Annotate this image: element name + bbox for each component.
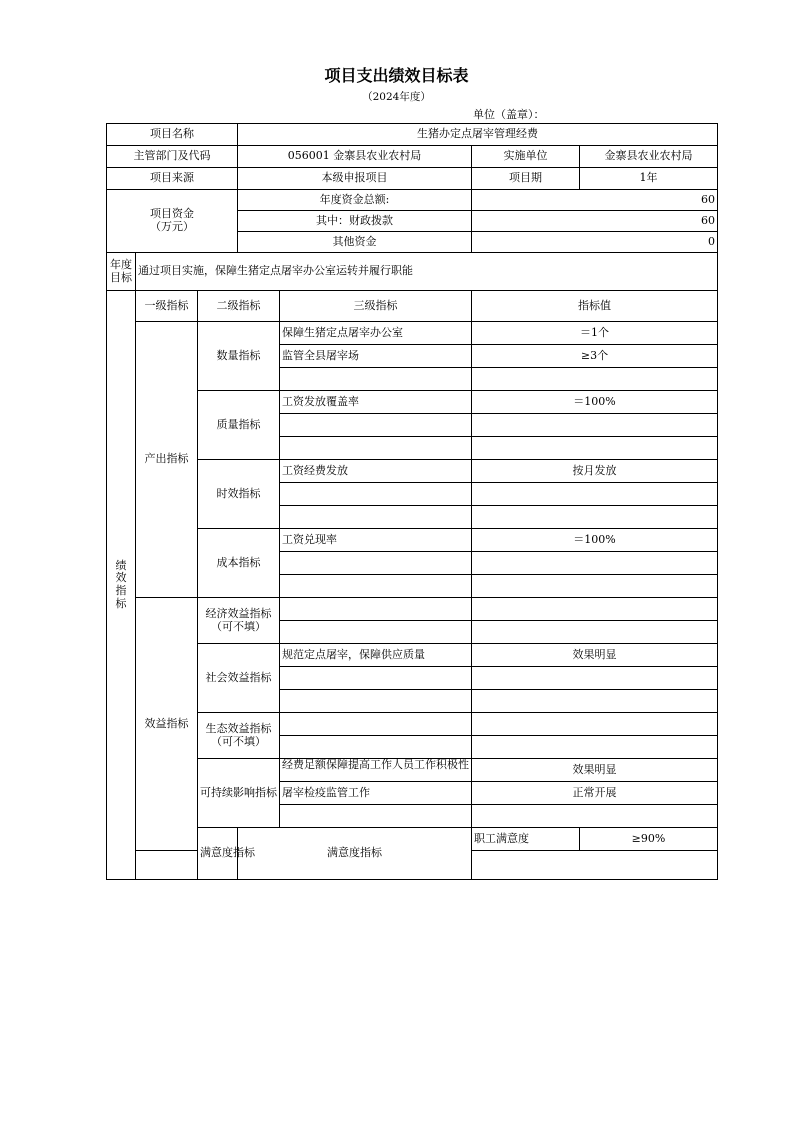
perf-char-1: 绩 [115,558,127,572]
empty-cell [472,414,718,437]
empty-cell [472,621,718,644]
impl-unit-value: 金寨县农业农村局 [580,146,718,168]
performance-table [106,123,718,880]
quantity-indicator-label: 数量指标 [198,322,280,391]
table-row-value: 效果明显 [472,644,718,667]
empty-cell [472,736,718,759]
table-row-value: ＝1个 [472,322,718,345]
header-value: 指标值 [472,291,718,322]
header-level1: 一级指标 [136,291,198,322]
ecological-benefit-line1: 生态效益指标 [205,721,272,735]
empty-cell [280,506,472,529]
period-label: 项目期 [472,168,580,190]
empty-cell [280,575,472,598]
annual-goal-label-line1: 年度 [110,257,132,271]
empty-cell [280,483,472,506]
table-row-value: ＝100% [472,529,718,552]
perf-char-3: 指 [115,584,127,597]
funds-label-line2: （万元） [150,220,194,233]
empty-cell [472,506,718,529]
perf-indicator-label [107,291,136,880]
empty-cell [280,805,472,828]
funds-other-value: 0 [472,232,718,253]
empty-cell [472,437,718,460]
table-row-name: 工资发放覆盖率 [280,391,472,414]
table-row-name: 经费足额保障提高工作人员工作积极性 [280,759,472,782]
empty-cell [472,552,718,575]
funds-other-label: 其他资金 [238,232,472,253]
period-value: 1年 [580,168,718,190]
project-name-label: 项目名称 [107,124,238,146]
dept-label: 主管部门及代码 [107,146,238,168]
empty-cell [280,437,472,460]
table-row-name: 职工满意度 [472,828,580,851]
annual-goal-text: 通过项目实施，保障生猪定点屠宰办公室运转并履行职能 [136,253,718,291]
table-row-value: 按月发放 [472,460,718,483]
empty-cell [472,851,718,880]
benefit-indicator-label: 效益指标 [136,598,198,851]
ecological-benefit-line2: （可不填） [211,734,266,748]
header-level2: 二级指标 [198,291,280,322]
empty-cell [472,805,718,828]
year-label: （2024年度） [362,91,431,103]
perf-char-4: 标 [115,596,127,610]
table-row-value: ≥3个 [472,345,718,368]
header-level3: 三级指标 [280,291,472,322]
table-row-name: 保障生猪定点屠宰办公室 [280,322,472,345]
unit-stamp-label: 单位（盖章）： [473,108,545,121]
table-row-name: 屠宰检疫监管工作 [280,782,472,805]
empty-cell [280,414,472,437]
empty-cell [472,667,718,690]
funds-label-line1: 项目资金 [150,207,194,221]
empty-cell [280,736,472,759]
source-label: 项目来源 [107,168,238,190]
funds-total-label: 年度资金总额: [238,190,472,211]
empty-cell [280,690,472,713]
empty-cell [472,690,718,713]
economic-benefit-label [198,598,280,644]
table-row-value: ≥90% [580,828,718,851]
table-row-name: 工资兑现率 [280,529,472,552]
annual-goal-label-line2: 目标 [110,270,132,284]
perf-char-2: 效 [115,571,127,585]
output-indicator-label: 产出指标 [136,322,198,598]
social-benefit-label: 社会效益指标 [198,644,280,713]
satisfaction-indicator-label: 满意度指标 [198,828,238,880]
table-row-value: 效果明显 [472,759,718,782]
page-title: 项目支出绩效目标表 [324,66,469,85]
empty-cell [280,621,472,644]
table-row-value: 正常开展 [472,782,718,805]
cost-indicator-label: 成本指标 [198,529,280,598]
empty-cell [472,713,718,736]
empty-cell [472,483,718,506]
dept-value: 056001 金寨县农业农村局 [238,146,472,168]
satisfaction-sub-label: 满意度指标 [238,828,472,880]
funds-fiscal-value: 60 [472,211,718,232]
source-value: 本级申报项目 [238,168,472,190]
table-row-name: 规范定点屠宰，保障供应质量 [280,644,472,667]
ecological-benefit-label [198,713,280,759]
impl-unit-label: 实施单位 [472,146,580,168]
empty-cell [280,598,472,621]
funds-total-value: 60 [472,190,718,211]
empty-cell [280,368,472,391]
sustainability-label: 可持续影响指标 [198,759,280,828]
economic-benefit-line1: 经济效益指标 [205,606,272,620]
project-name-value: 生猪办定点屠宰管理经费 [238,124,718,146]
economic-benefit-line2: （可不填） [211,619,266,633]
table-row-name: 监管全县屠宰场 [280,345,472,368]
empty-cell [280,667,472,690]
funds-fiscal-label: 其中：财政拨款 [238,211,472,232]
table-row-value: ＝100% [472,391,718,414]
quality-indicator-label: 质量指标 [198,391,280,460]
funds-label [107,190,238,253]
time-indicator-label: 时效指标 [198,460,280,529]
annual-goal-label [107,253,136,291]
table-row-name: 工资经费发放 [280,460,472,483]
empty-cell [472,575,718,598]
empty-cell [472,368,718,391]
empty-cell [136,851,198,880]
empty-cell [280,552,472,575]
empty-cell [472,598,718,621]
empty-cell [280,713,472,736]
